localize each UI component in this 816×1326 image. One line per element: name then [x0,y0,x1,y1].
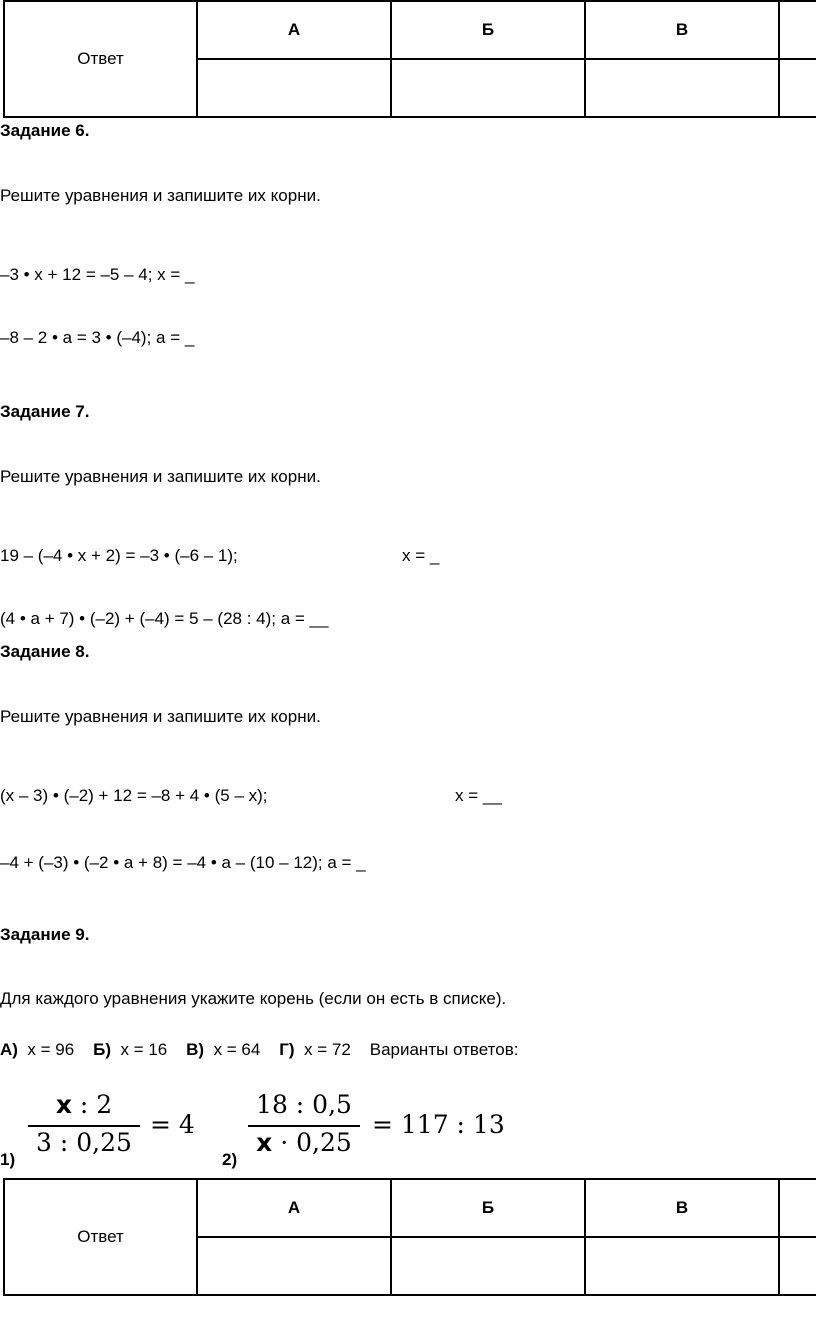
option-a-value: x = 96 [27,1040,75,1059]
task8-equation-2: –4 + (–3) • (–2 • a + 8) = –4 • a – (10 – 12); a = _ [0,853,366,872]
task9-options-line [0,1040,518,1060]
answer-cell-v[interactable] [585,59,779,117]
task6-instruction: Решите уравнения и запишите их корни. [0,186,321,205]
task7-equation-2: (4 • a + 7) • (–2) + (–4) = 5 – (28 : 4); a = __ [0,609,329,628]
answer-header-b: Б [391,1,585,59]
task9-eq2-fraction-bar [248,1125,360,1127]
answer-cell-b[interactable] [391,1237,585,1295]
option-v-letter: В) [186,1040,205,1059]
option-v-value: x = 64 [213,1040,261,1059]
task9-eq2-rhs: = 117 : 13 [372,1110,505,1139]
task9-eq1-num-rest: : 2 [71,1090,113,1119]
option-g-value: x = 72 [304,1040,351,1059]
answer-header-a: А [197,1,391,59]
answer-cell-a[interactable] [197,59,391,117]
answer-header-b: Б [391,1179,585,1237]
task9-eq1-denominator: 3 : 0,25 [36,1128,132,1157]
answer-header-a: А [197,1179,391,1237]
task9-title: Задание 9. [0,925,90,944]
task9-eq1-num-x: x [55,1090,72,1119]
answer-label: Ответ [4,1,197,117]
task7-equation-1-answer: x = _ [402,546,440,565]
option-b-letter: Б) [93,1040,111,1059]
task8-equation-1: (x – 3) • (–2) + 12 = –8 + 4 • (5 – x); [0,786,268,805]
answer-header-g [779,1179,816,1237]
task8-equation-1-answer: x = __ [455,786,502,805]
task9-eq2-numerator: 18 : 0,5 [256,1090,352,1119]
task9-eq1-numerator [28,1090,140,1119]
task9-eq1-fraction [28,1090,140,1162]
task9-eq2-den-rest: · 0,25 [272,1128,352,1157]
answer-header-g [779,1,816,59]
answer-table-bottom [3,1178,816,1296]
answer-cell-g[interactable] [779,1237,816,1295]
answer-cell-v[interactable] [585,1237,779,1295]
answer-header-v: В [585,1,779,59]
task8-instruction: Решите уравнения и запишите их корни. [0,707,321,726]
task9-eq2-den-x: x [256,1128,273,1157]
answer-table-top [3,0,816,118]
option-b-value: x = 16 [120,1040,168,1059]
task6-equation-2: –8 – 2 • a = 3 • (–4); a = _ [0,328,195,347]
task9-instruction: Для каждого уравнения укажите корень (если он есть в списке). [0,989,507,1008]
task8-title: Задание 8. [0,642,90,661]
answer-cell-a[interactable] [197,1237,391,1295]
answer-header-v: В [585,1179,779,1237]
task6-equation-1: –3 • x + 12 = –5 – 4; x = _ [0,265,195,284]
task9-eq2-denominator [248,1128,360,1157]
task9-eq2-fraction [248,1090,360,1162]
task9-eq1-fraction-bar [28,1125,140,1127]
answer-cell-g[interactable] [779,59,816,117]
options-suffix: Варианты ответов: [369,1040,519,1059]
task7-equation-1: 19 – (–4 • x + 2) = –3 • (–6 – 1); [0,546,238,565]
option-a-letter: А) [0,1040,18,1059]
task9-eq2-label: 2) [222,1150,238,1169]
option-g-letter: Г) [279,1040,295,1059]
answer-label: Ответ [4,1179,197,1295]
task9-eq1-label: 1) [0,1150,16,1169]
task9-eq1-rhs: = 4 [150,1110,195,1139]
task7-title: Задание 7. [0,402,90,421]
task6-title: Задание 6. [0,121,90,140]
task7-instruction: Решите уравнения и запишите их корни. [0,467,321,486]
answer-cell-b[interactable] [391,59,585,117]
